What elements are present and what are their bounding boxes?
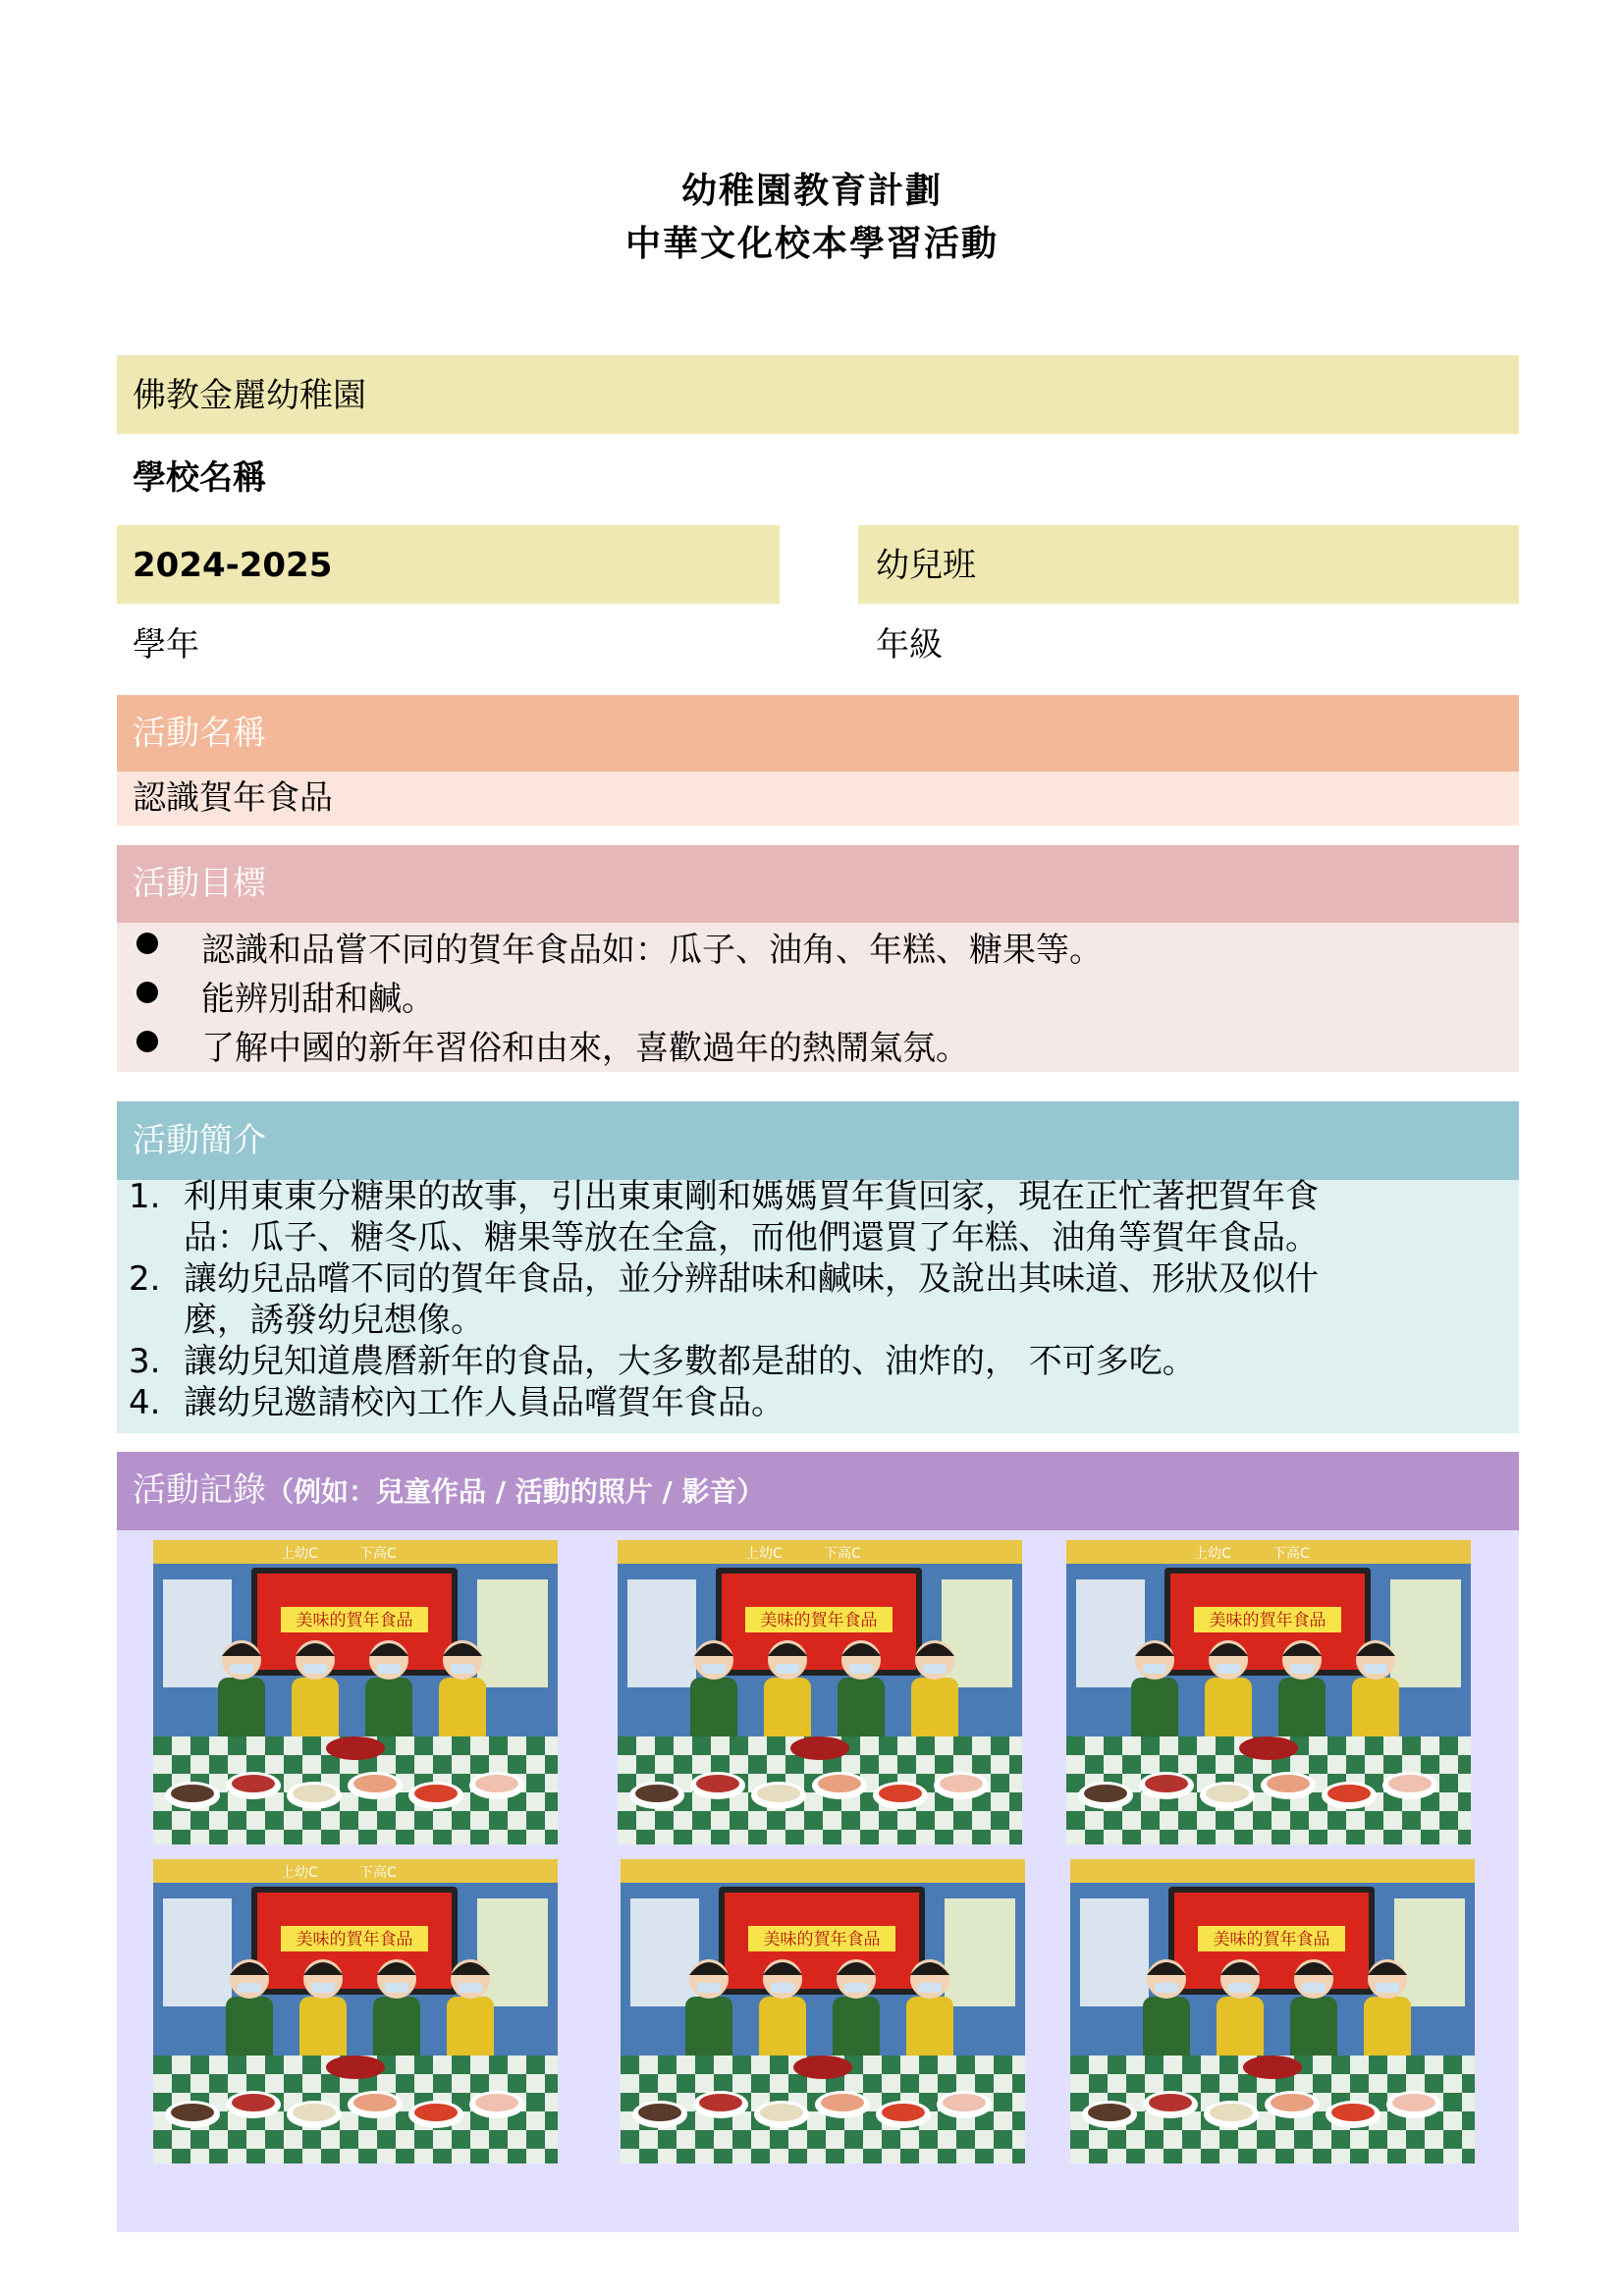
activity-photo: [621, 1859, 1025, 2163]
list-item: 3. 讓幼兒知道農曆新年的食品，大多數都是甜的、油炸的， 不可多吃。: [129, 1342, 1196, 1381]
photo-illustration: [153, 1540, 558, 1844]
list-item: 能辨別甜和鹹。: [117, 972, 1519, 1021]
list-item: 4. 讓幼兒邀請校內工作人員品嚐賀年食品。: [129, 1383, 785, 1422]
intro-heading: 活動簡介: [133, 1121, 266, 1160]
activity-photo: [618, 1540, 1022, 1844]
activity-name-body: [117, 772, 1519, 826]
activity-name-value: 認識賀年食品: [133, 778, 333, 818]
list-item: 了解中國的新年習俗和由來，喜歡過年的熱鬧氣氛。: [117, 1021, 1519, 1070]
sign-left-label: 上幼C: [745, 1546, 783, 1562]
list-item: 認識和品嘗不同的賀年食品如：瓜子、油角、年糕、糖果等。: [117, 923, 1519, 972]
page-title: 幼稚園教育計劃: [680, 171, 943, 211]
sign-left-label: 上幼C: [1194, 1546, 1231, 1562]
objectives-heading: 活動目標: [133, 864, 266, 903]
banner-text: 美味的賀年食品: [763, 1930, 881, 1949]
school-name-value: 佛教金麗幼稚園: [133, 376, 366, 415]
sign-left-label: 上幼C: [281, 1546, 318, 1562]
list-item: 1. 利用東東分糖果的故事，引出東東剛和媽媽買年貨回家，現在正忙著把賀年食 品：瓜子、糖冬瓜、糖果等放在全盒，而他們還買了年糕、油角等賀年食品。: [129, 1177, 1319, 1257]
grade-label: 年級: [876, 625, 943, 665]
photo-illustration: [1066, 1540, 1471, 1844]
activity-name-heading: 活動名稱: [133, 714, 266, 753]
bullet-icon: [136, 933, 158, 954]
activity-photo: [1070, 1859, 1475, 2163]
objectives-header: [117, 845, 1519, 923]
banner-text: 美味的賀年食品: [296, 1611, 413, 1630]
year-value: 2024-2025: [133, 546, 333, 585]
sign-left-label: 上幼C: [281, 1865, 318, 1881]
photo-illustration: [618, 1540, 1022, 1844]
objectives-list: [117, 923, 1519, 1070]
sign-right-label: 下高C: [1272, 1546, 1310, 1562]
intro-header: [117, 1101, 1519, 1180]
activity-photo: [1066, 1540, 1471, 1844]
photo-illustration: [621, 1859, 1025, 2163]
sign-right-label: 下高C: [359, 1865, 397, 1881]
year-bar: [117, 525, 780, 604]
grade-bar: [858, 525, 1519, 604]
intro-list: [117, 1176, 1519, 1423]
year-label: 學年: [133, 625, 199, 665]
banner-text: 美味的賀年食品: [1209, 1611, 1326, 1630]
banner-text: 美味的賀年食品: [760, 1611, 878, 1630]
banner-text: 美味的賀年食品: [1213, 1930, 1330, 1949]
list-item: 2. 讓幼兒品嚐不同的賀年食品，並分辨甜味和鹹味，及說出其味道、形狀及似什 麼，誘發幼兒想像。: [129, 1259, 1319, 1340]
banner-text: 美味的賀年食品: [296, 1930, 413, 1949]
activity-photo: [153, 1859, 558, 2163]
record-header: [117, 1452, 1519, 1530]
sign-right-label: 下高C: [359, 1546, 397, 1562]
page-subtitle: 中華文化校本學習活動: [624, 224, 999, 264]
activity-photo: [153, 1540, 558, 1844]
activity-name-header: [117, 695, 1519, 772]
photo-illustration: [1070, 1859, 1475, 2163]
sign-right-label: 下高C: [824, 1546, 861, 1562]
school-name-bar: [117, 355, 1519, 434]
record-heading: 活動記錄（例如：兒童作品 / 活動的照片 / 影音）: [133, 1470, 765, 1510]
photo-illustration: [153, 1859, 558, 2163]
bullet-icon: [136, 1031, 158, 1052]
grade-value: 幼兒班: [876, 546, 976, 585]
school-name-label: 學校名稱: [133, 458, 266, 498]
bullet-icon: [136, 982, 158, 1003]
